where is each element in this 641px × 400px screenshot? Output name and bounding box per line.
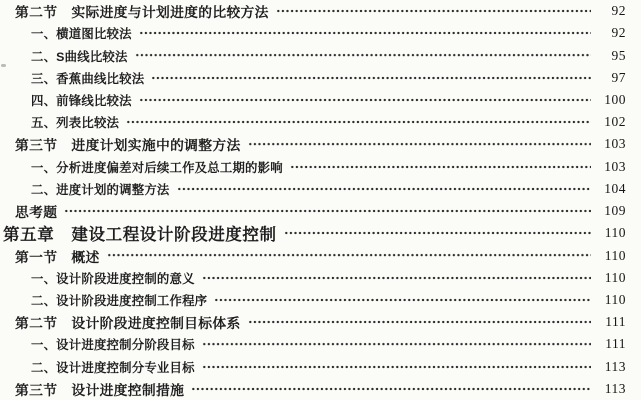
toc-row [0,156,626,178]
dot-leader [126,111,591,133]
dot-leader [284,222,591,244]
toc-entry-page: 103 [604,158,626,174]
toc-entry-page: 113 [604,380,626,396]
toc-row [0,200,626,222]
dot-leader [177,178,592,200]
toc-row [0,89,626,111]
toc-row [0,133,626,155]
toc-entry-page: 97 [611,69,626,85]
toc-entry-page: 95 [611,47,626,63]
dot-leader [202,267,591,289]
toc-row [0,267,626,289]
toc-entry-title: 四、前锋线比较法 [31,93,132,108]
toc-entry-page: 92 [611,3,626,19]
toc-entry-page: 104 [604,180,626,196]
dot-leader [214,289,591,311]
toc-row [0,244,626,266]
toc-row [0,378,626,400]
toc-entry-title: 二、S曲线比较法 [31,49,128,64]
dot-leader [202,356,591,378]
toc-entry-title: 二、设计阶段进度控制工作程序 [31,293,208,308]
toc-entry-page: 111 [605,314,626,330]
toc-entry-title: 一、设计阶段进度控制的意义 [31,271,195,286]
toc-row [0,178,626,200]
dot-leader [248,133,591,155]
toc-row [0,67,626,89]
dot-leader [151,67,591,89]
dot-leader [191,378,591,400]
dot-leader [276,0,591,22]
toc-entry-title: 第二节 实际进度与计划进度的比较方法 [15,5,269,21]
toc-entry-title: 一、设计进度控制分阶段目标 [31,338,195,353]
toc-entry-page: 110 [604,291,626,307]
toc-entry-title: 第三节 设计进度控制措施 [15,382,185,398]
toc-entry-page: 110 [604,269,626,285]
toc-entry-page: 110 [604,247,626,263]
toc-entry-title: 第一节 概述 [15,249,100,265]
toc-entry-page: 111 [605,336,626,352]
toc-entry-title: 第三节 进度计划实施中的调整方法 [15,138,241,154]
toc-entry-page: 113 [604,358,626,374]
dot-leader [248,311,591,333]
toc-entry-page: 92 [611,25,626,41]
toc-row-chapter [0,222,626,244]
toc-entry-title: 三、香蕉曲线比较法 [31,71,145,86]
dot-leader [139,22,591,44]
toc-entry-title: 第二节 设计阶段进度控制目标体系 [15,316,241,332]
toc-entry-title: 一、横道图比较法 [31,27,132,42]
toc-entry-page: 102 [604,114,626,130]
toc-entry-page: 103 [604,136,626,152]
dot-leader [139,89,591,111]
dot-leader [107,244,591,266]
toc-row [0,333,626,355]
scan-artifact [1,64,6,67]
toc-row [0,111,626,133]
toc-row [0,356,626,378]
dot-leader [64,200,591,222]
toc-row [0,0,626,22]
dot-leader [290,156,591,178]
toc-entry-page: 109 [604,203,626,219]
toc-entry-page: 110 [604,225,626,241]
toc-row [0,22,626,44]
toc-entry-title: 思考题 [15,205,58,221]
toc-entry-title: 一、分析进度偏差对后续工作及总工期的影响 [31,160,283,175]
toc-row [0,311,626,333]
toc-entry-title: 第五章 建设工程设计阶段进度控制 [3,226,277,245]
dot-leader [202,333,591,355]
toc-entry-title: 二、进度计划的调整方法 [31,182,170,197]
dot-leader [135,44,591,66]
toc-entry-title: 二、设计进度控制分专业目标 [31,360,195,375]
toc-entry-page: 100 [604,91,626,107]
toc-row [0,44,626,66]
toc-row [0,289,626,311]
toc-entry-title: 五、列表比较法 [31,116,120,131]
